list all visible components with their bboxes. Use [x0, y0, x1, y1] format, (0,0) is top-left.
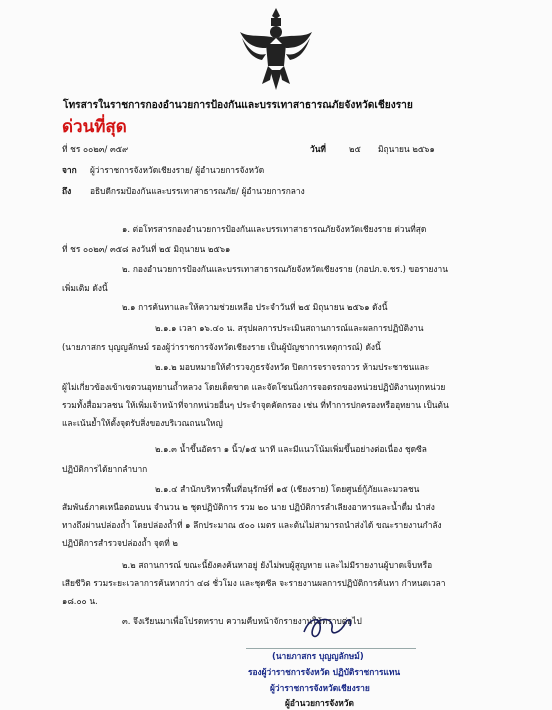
signatory-title-1: รองผู้ว่าราชการจังหวัด ปฏิบัติราชการแทน [248, 667, 401, 677]
para-2-line-2: เพิ่มเติม ดังนี้ [62, 283, 108, 293]
para-2-1-4-line-2: สัมพันธ์ภาคเหนือตอนบน จำนวน ๒ ชุดปฏิบัติการ รวม ๒๐ นาย ปฏิบัติการลำเลียงอาหารและน้ำดื่ม นำส่ง [62, 502, 435, 512]
signatory-name: (นายภาสกร บุญญลักษม์) [272, 651, 364, 661]
doc-number: ที่ ชร ๐๐๒๓/ ๓๕๙ [62, 144, 129, 154]
para-2-2-line-3: ๑๘.๐๐ น. [62, 596, 98, 606]
date-day: ๒๕ [349, 144, 361, 154]
para-2-1-3-line-2: ปฏิบัติการได้ยากลำบาก [62, 464, 148, 474]
para-2-1: ๒.๑ การค้นหาและให้ความช่วยเหลือ ประจำวันที่ ๒๕ มิถุนายน ๒๕๖๑ ดังนี้ [122, 302, 388, 312]
urgency-stamp: ด่วนที่สุด [62, 117, 127, 137]
para-2-1-4-line-4: ปฏิบัติการสำรวจปล่องถ้ำ จุดที่ ๒ [62, 538, 178, 548]
para-2-1-3-line-1: ๒.๑.๓ น้ำขึ้นอัตรา ๑ นิ้ว/๑๕ นาที และมีแนวโน้มเพิ่มขึ้นอย่างต่อเนื่อง ชุดซีล [155, 444, 427, 454]
para-2-1-4-line-3: ทางถึงผ่านปล่องถ้ำ โดยปล่องถ้ำที่ ๑ ลึกประมาณ ๕๐๐ เมตร และต้นไม่สามารถนำส่งได้ ขณะรายงานกำลัง [62, 520, 442, 530]
para-2-1-1-line-1: ๒.๑.๑ เวลา ๑๖.๔๐ น. สรุปผลการประเมินสถานการณ์และผลการปฏิบัติงาน [155, 323, 424, 333]
para-3: ๓. จึงเรียนมาเพื่อโปรดทราบ ความคืบหน้าจักรายงานให้ทราบต่อไป [122, 616, 362, 626]
para-2-1-2-line-2: ผู้ไม่เกี่ยวข้องเข้าเขตวนอุทยานถ้ำหลวง โดยเด็ดขาด และจัดโซนนิ่งการจอดรถของหน่วยปฏิบัติงานทุกหน่วย [62, 382, 446, 392]
to-label: ถึง [62, 186, 72, 196]
para-1-line-2: ที่ ชร ๐๐๒๓/ ๓๕๘ ลงวันที่ ๒๕ มิถุนายน ๒๕๖๑ [62, 244, 231, 254]
date-month-year: มิถุนายน ๒๕๖๑ [378, 144, 435, 154]
para-2-1-2-line-3: รวมทั้งสื่อมวลชน ให้เพิ่มเจ้าหน้าที่จากหน่วยอื่นๆ ประจำจุดคัดกรอง เช่น ที่ทำการปกครองหรืออุทยาน เป็นต้น [62, 400, 449, 410]
para-2-1-2-line-1: ๒.๑.๒ มอบหมายให้ตำรวจภูธรจังหวัด ปิดการจราจรถาวร ห้ามประชาชนและ [155, 362, 430, 372]
para-2-2-line-2: เสียชีวิต รวมระยะเวลาการค้นหากว่า ๔๘ ชั่วโมง และชุดซีล จะรายงานผลการปฏิบัติการค้นหา กำหนดเวลา [62, 578, 446, 588]
signatory-title-2: ผู้ว่าราชการจังหวัดเชียงราย [270, 683, 370, 693]
document-title: โทรสารในราชการกองอำนวยการป้องกันและบรรเทาสาธารณภัยจังหวัดเชียงราย [63, 100, 413, 111]
para-2-1-2-line-4: และเน้นย้ำให้ตั้งจุดรับสิ่งของบริเวณถนนใหญ่ [62, 418, 223, 428]
date-label: วันที่ [310, 144, 326, 154]
para-2-1-4-line-1: ๒.๑.๔ สำนักบริหารพื้นที่อนุรักษ์ที่ ๑๕ (เชียงราย) โดยศูนย์กู้ภัยและมวลชน [155, 484, 420, 494]
signature-line [246, 648, 416, 649]
to-value: อธิบดีกรมป้องกันและบรรเทาสาธารณภัย/ ผู้อำนวยการกลาง [90, 186, 305, 196]
para-2-2-line-1: ๒.๒ สถานการณ์ ขณะนี้ยังคงค้นหาอยู่ ยังไม่พบผู้สูญหาย และไม่มีรายงานผู้บาดเจ็บหรือ [122, 560, 433, 570]
para-2-1-1-line-2: (นายภาสกร บุญญลักษม์ รองผู้ว่าราชการจังหวัดเชียงราย เป็นผู้บัญชาการเหตุการณ์) ดังนี้ [62, 342, 381, 352]
para-2-line-1: ๒. กองอำนวยการป้องกันและบรรเทาสาธารณภัยจังหวัดเชียงราย (กอปภ.จ.ชร.) ขอรายงาน [122, 264, 448, 274]
signatory-title-3: ผู้อำนวยการจังหวัด [285, 698, 354, 708]
from-label: จาก [62, 165, 77, 175]
handwritten-signature-icon [300, 612, 360, 644]
from-value: ผู้ว่าราชการจังหวัดเชียงราย/ ผู้อำนวยการจังหวัด [90, 165, 265, 175]
garuda-emblem-icon [236, 4, 316, 94]
para-1-line-1: ๑. ต่อโทรสารกองอำนวยการป้องกันและบรรเทาสาธารณภัยจังหวัดเชียงราย ด่วนที่สุด [122, 224, 427, 234]
